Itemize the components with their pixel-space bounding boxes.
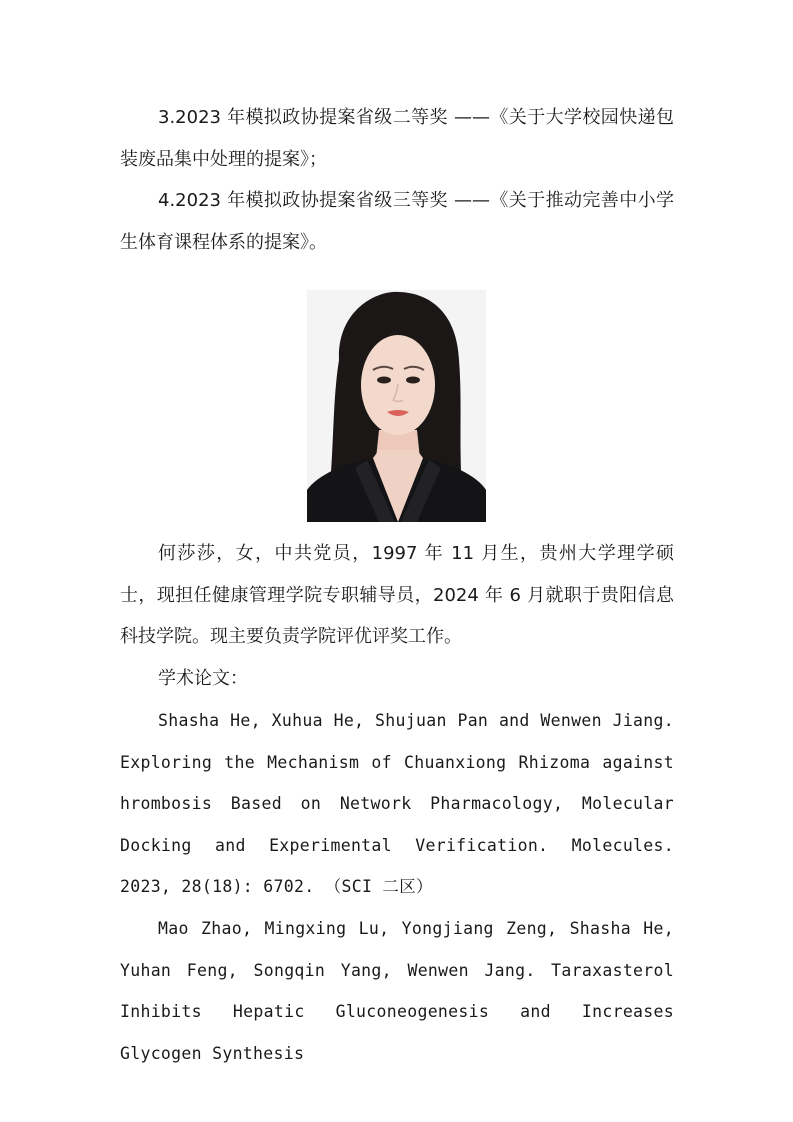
- portrait-photo: [307, 290, 486, 522]
- papers-heading: 学术论文：: [158, 668, 248, 689]
- award-item-3: 3.2023 年模拟政协提案省级二等奖 ——《关于大学校园快递包装废品集中处理的提案》；: [120, 107, 674, 170]
- profile-bio: 何莎莎，女，中共党员，1997 年 11 月生，贵州大学理学硕士，现担任健康管理学院专职辅导员，2024 年 6 月就职于贵阳信息科技学院。现主要负责学院评优评奖工作。: [120, 543, 674, 647]
- paper-entry-1: Shasha He, Xuhua He, Shujuan Pan and Wenwen Jiang. Exploring the Mechanism of Chuanxiong Rhizoma against hrombosis Based on Network Pharmacology, Molecular Docking and Experimental Verification. Molecules. 2023, 28(18): 6702. （SCI 二区）: [120, 711, 674, 896]
- award-item-4: 4.2023 年模拟政协提案省级三等奖 ——《关于推动完善中小学生体育课程体系的提案》。: [120, 190, 674, 253]
- paper-entry-2: Mao Zhao, Mingxing Lu, Yongjiang Zeng, Shasha He, Yuhan Feng, Songqin Yang, Wenwen Jang. Taraxasterol Inhibits Hepatic Gluconeogenesis and Increases Glycogen Synthesis: [120, 919, 674, 1063]
